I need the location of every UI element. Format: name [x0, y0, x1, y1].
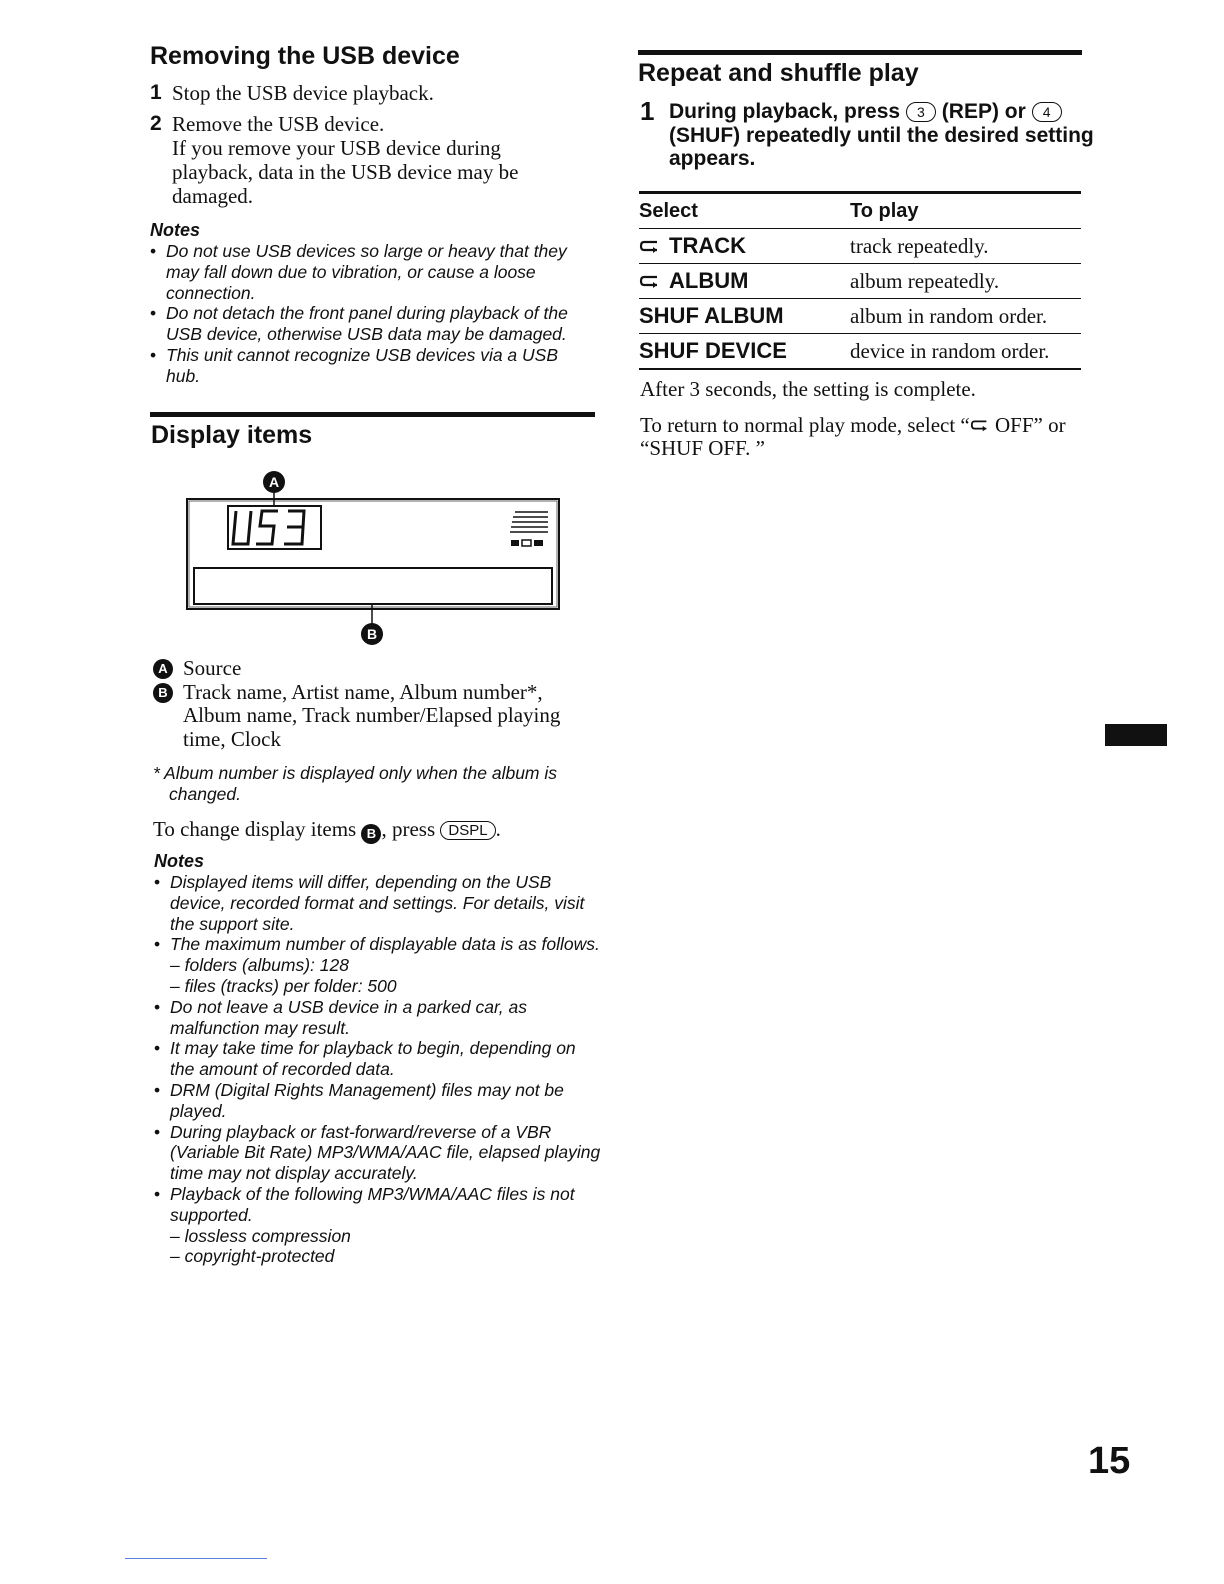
repeat-shuffle-table	[639, 191, 1081, 370]
table-row	[639, 264, 1081, 299]
display-diagram	[180, 466, 570, 650]
note-text: Playback of the following MP3/WMA/AAC files is not supported.	[170, 1183, 575, 1225]
select-cell	[639, 264, 850, 299]
dspl-button-icon: DSPL	[440, 821, 495, 840]
select-cell: SHUF DEVICE	[639, 334, 850, 370]
album-footnote: * Album number is displayed only when the album is changed.	[153, 763, 558, 804]
legend-item-b	[153, 681, 598, 752]
page-number: 15	[1088, 1440, 1131, 1482]
display-notes	[154, 872, 602, 1267]
removing-step-2	[150, 112, 600, 208]
change-display-instruction	[153, 818, 603, 844]
note-subitem: – files (tracks) per folder: 500	[170, 975, 397, 996]
table-row	[639, 299, 1081, 334]
play-cell: album in random order.	[850, 299, 1081, 334]
display-legend	[153, 657, 598, 751]
marker-a-icon: A	[153, 659, 173, 679]
note-item: • DRM (Digital Rights Management) files may not be played.	[154, 1080, 602, 1122]
text-line-box	[194, 568, 552, 604]
removing-title: Removing the USB device	[150, 42, 460, 70]
button-3-icon: 3	[906, 102, 936, 122]
removing-section	[150, 42, 600, 387]
step-text: (REP) or	[941, 100, 1026, 123]
table-header-row	[639, 193, 1081, 229]
note-sublist	[170, 955, 602, 997]
repeat-icon	[639, 274, 661, 288]
removing-notes	[150, 241, 595, 387]
repeat-step-1	[640, 96, 1109, 171]
section-rule	[638, 50, 1082, 55]
repeat-title: Repeat and shuffle play	[638, 59, 919, 87]
notes-title: Notes	[154, 851, 205, 871]
play-cell: device in random order.	[850, 334, 1081, 370]
diagram-marker-b-label: B	[366, 626, 378, 642]
legend-text: Track name, Artist name, Album number*, Album name, Track number/Elapsed playing time, Clock	[183, 679, 561, 751]
step-number: 1	[640, 96, 655, 126]
select-label: ALBUM	[669, 268, 749, 293]
table-row	[639, 229, 1081, 264]
play-cell: album repeatedly.	[850, 264, 1081, 299]
usb-segment-text	[233, 511, 304, 544]
note-sublist	[170, 1226, 602, 1268]
note-subitem: – folders (albums): 128	[170, 955, 349, 976]
removing-step-1	[150, 81, 600, 105]
note-item: • Displayed items will differ, depending on the USB device, recorded format and settings. For details, visit the support site.	[154, 872, 602, 934]
note-item	[154, 934, 602, 996]
step-detail: If you remove your USB device during playback, data in the USB device may be damaged.	[172, 136, 519, 208]
table-row	[639, 334, 1081, 370]
select-cell	[639, 229, 850, 264]
eq3-icon	[511, 540, 543, 546]
note-item: • It may take time for playback to begin, depending on the amount of recorded data.	[154, 1038, 602, 1080]
select-cell: SHUF ALBUM	[639, 299, 850, 334]
instruction-text: .	[495, 817, 501, 841]
legend-item-a	[153, 657, 598, 681]
display-frame	[187, 499, 559, 609]
section-tab-marker	[1105, 724, 1167, 746]
step-number: 1	[150, 81, 162, 104]
marker-b-icon: B	[153, 683, 173, 703]
after-note: After 3 seconds, the setting is complete.	[640, 377, 976, 401]
select-label: TRACK	[669, 233, 746, 258]
instruction-text: , press	[381, 817, 436, 841]
note-subitem: – copyright-protected	[170, 1246, 335, 1267]
legend-text: Source	[183, 656, 242, 680]
note-item	[154, 1184, 602, 1267]
repeat-icon	[639, 239, 661, 253]
display-inner-frame	[189, 501, 557, 607]
repeat-icon	[970, 418, 990, 432]
level-meter-icon	[510, 512, 548, 532]
instruction-text: To change display items	[153, 817, 357, 841]
note-text: The maximum number of displayable data is as follows.	[170, 934, 600, 955]
step-text: Stop the USB device playback.	[172, 81, 434, 105]
return-note	[640, 414, 1080, 460]
note-item: • Do not leave a USB device in a parked car, as malfunction may result.	[154, 997, 602, 1039]
bottom-rule	[125, 1558, 267, 1559]
note-item: • Do not detach the front panel during playback of the USB device, otherwise USB data may be damaged.	[150, 303, 595, 345]
instruction-text: OFF” or “SHUF OFF. ”	[640, 413, 1066, 460]
button-4-icon: 4	[1032, 102, 1062, 122]
step-number: 2	[150, 112, 162, 135]
note-item: • This unit cannot recognize USB devices via a USB hub.	[150, 345, 595, 387]
instruction-text: To return to normal play mode, select “	[640, 413, 970, 437]
column-header: Select	[639, 193, 850, 229]
section-rule	[150, 412, 595, 417]
column-header: To play	[850, 193, 1081, 229]
note-item: • During playback or fast-forward/reverse of a VBR (Variable Bit Rate) MP3/WMA/AAC file, elapsed playing time may not display accurately.	[154, 1122, 602, 1184]
display-notes-section	[154, 851, 602, 1267]
marker-b-icon: B	[361, 824, 381, 844]
step-text: During playback, press	[669, 100, 901, 123]
step-text: Remove the USB device.	[172, 112, 385, 136]
diagram-marker-a-label: A	[268, 474, 280, 490]
note-item: • Do not use USB devices so large or heavy that they may fall down due to vibration, or cause a loose connection.	[150, 241, 595, 303]
note-subitem: – lossless compression	[170, 1225, 351, 1246]
display-title: Display items	[151, 421, 313, 449]
step-text: (SHUF) repeatedly until the desired setting appears.	[669, 123, 1094, 170]
notes-title: Notes	[150, 220, 201, 240]
play-cell: track repeatedly.	[850, 229, 1081, 264]
